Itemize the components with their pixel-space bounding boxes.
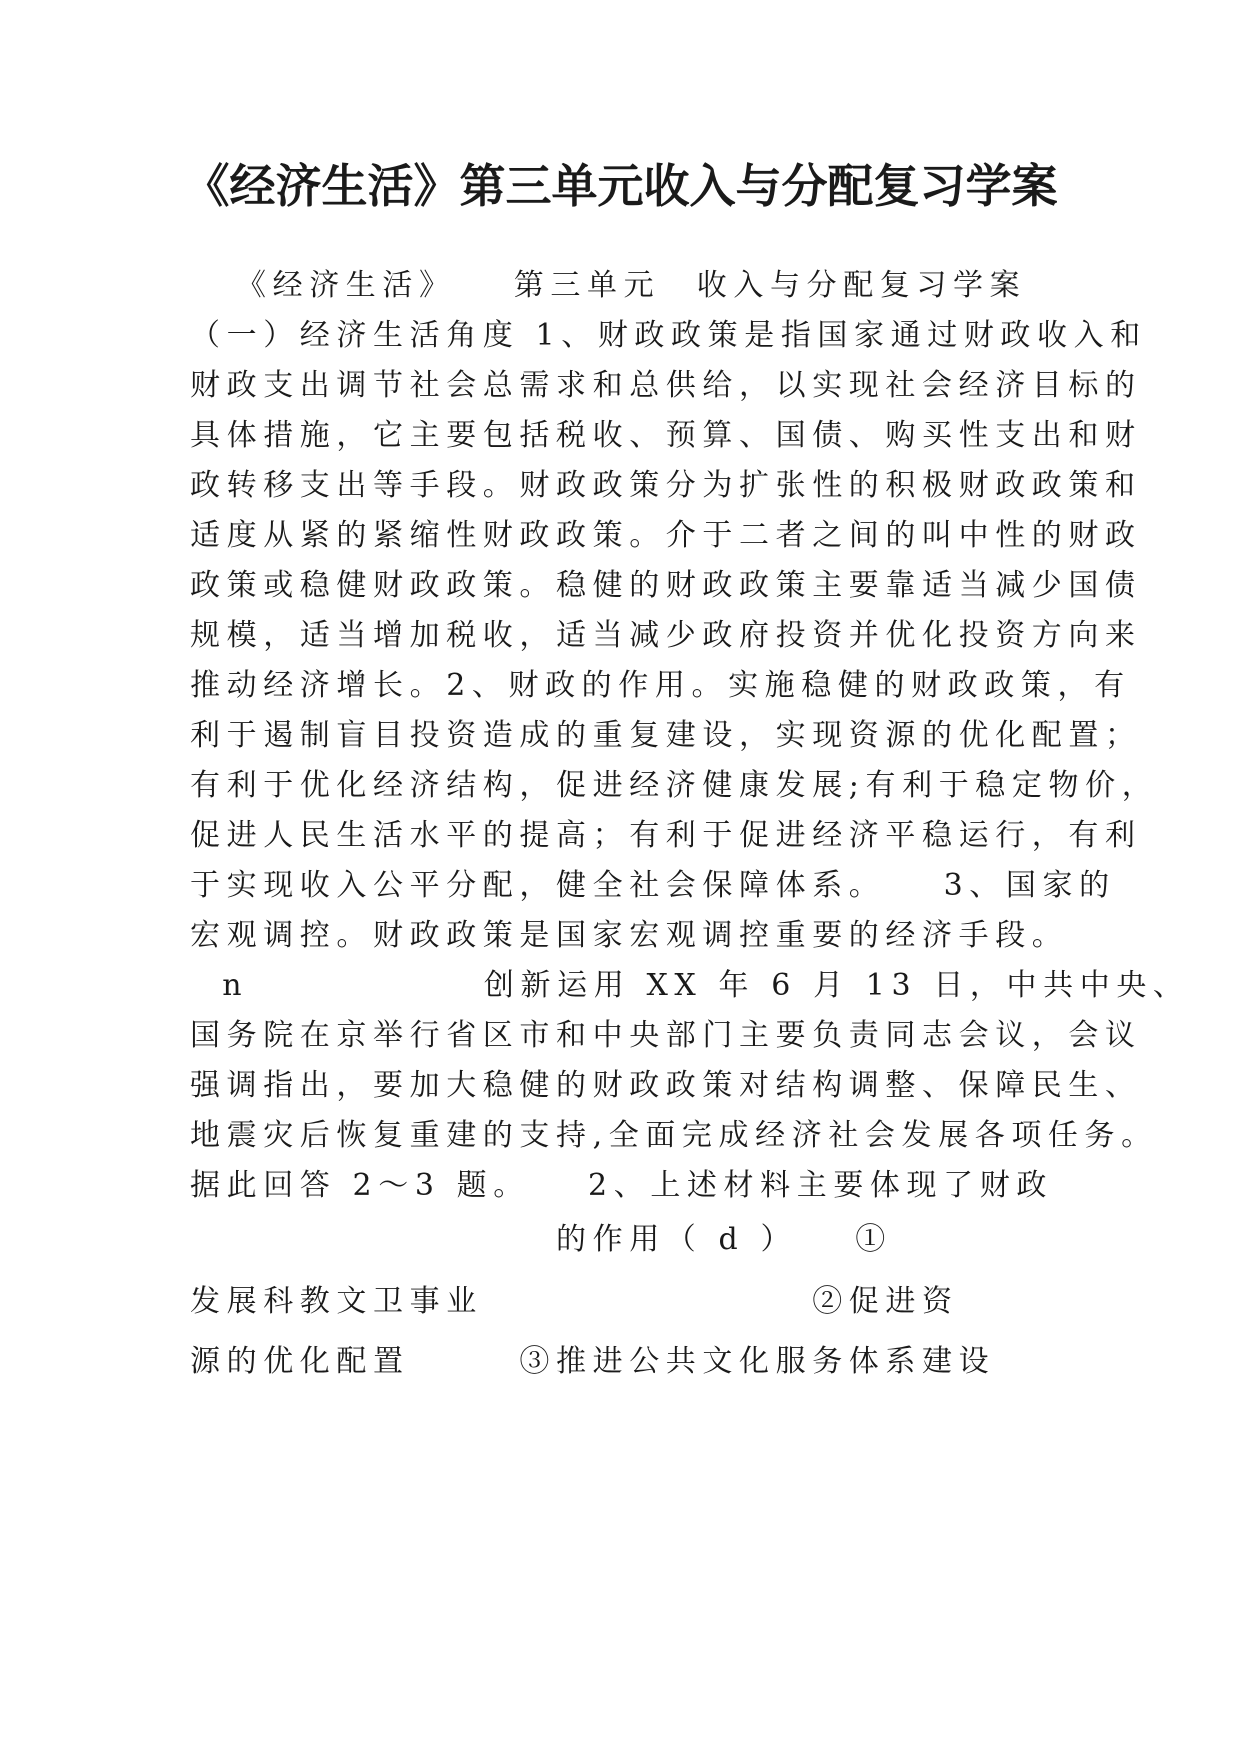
body-line: 财政支出调节社会总需求和总供给，以实现社会经济目标的 <box>190 368 1142 403</box>
body-line: 政转移支出等手段。财政政策分为扩张性的积极财政政策和 <box>190 468 1142 503</box>
body-line: 推动经济增长。2、财政的作用。实施稳健的财政政策，有 <box>190 668 1131 703</box>
body-line: 有利于优化经济结构，促进经济健康发展;有利于稳定物价， <box>190 768 1159 803</box>
body-line: 适度从紧的紧缩性财政政策。介于二者之间的叫中性的财政 <box>190 518 1142 553</box>
body-line: 政策或稳健财政政策。稳健的财政政策主要靠适当减少国债 <box>190 568 1142 603</box>
body-line: （一）经济生活角度 1、财政政策是指国家通过财政收入和 <box>190 318 1147 353</box>
body-line: 宏观调控。财政政策是国家宏观调控重要的经济手段。 <box>190 918 1069 953</box>
body-line: 据此回答 2～3 题。 2、上述材料主要体现了财政 <box>190 1168 1053 1203</box>
body-line: 源的优化配置 ③推进公共文化服务体系建设 <box>190 1344 996 1379</box>
body-line: 国务院在京举行省区市和中央部门主要负责同志会议，会议 <box>190 1018 1142 1053</box>
body-line: n 创新运用 XX 年 6 月 13 日，中共中央、 <box>190 968 1190 1003</box>
body-line: 地震灾后恢复重建的支持,全面完成经济社会发展各项任务。 <box>190 1118 1158 1153</box>
body-line: 于实现收入公平分配，健全社会保障体系。 3、国家的 <box>190 868 1116 903</box>
page-title: 《经济生活》第三单元收入与分配复习学案 <box>183 159 1058 213</box>
body-line: 发展科教文卫事业 ②促进资 <box>190 1284 959 1319</box>
body-line: 规模，适当增加税收，适当减少政府投资并优化投资方向来 <box>190 618 1142 653</box>
body-line: 的作用（ d ） ① <box>190 1222 892 1257</box>
body-line: 利于遏制盲目投资造成的重复建设，实现资源的优化配置； <box>190 718 1142 753</box>
body-line: 具体措施，它主要包括税收、预算、国债、购买性支出和财 <box>190 418 1142 453</box>
body-line: 强调指出，要加大稳健的财政政策对结构调整、保障民生、 <box>190 1068 1142 1103</box>
subtitle-line: 《经济生活》 第三单元 收入与分配复习学案 <box>236 268 1027 303</box>
body-line: 促进人民生活水平的提高；有利于促进经济平稳运行，有利 <box>190 818 1142 853</box>
